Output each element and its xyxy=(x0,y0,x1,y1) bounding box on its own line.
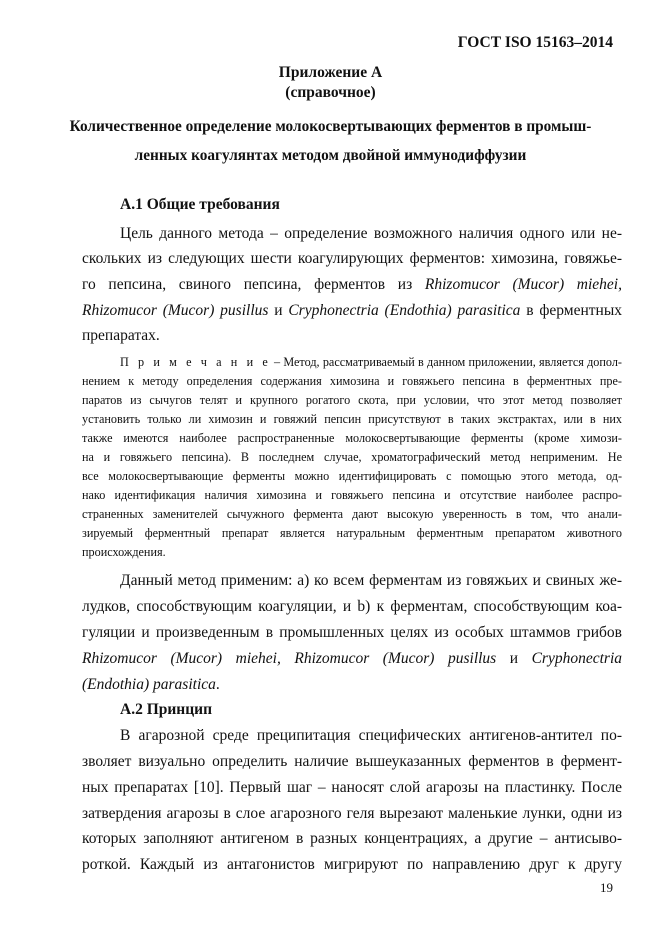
text-line: Цель данного метода – определение возможного наличия одного или не- xyxy=(120,225,622,242)
text-line: лудков, способствующим коагуляции, и b) к ферментам, способствующим коа- xyxy=(82,598,622,615)
text-line: Данный метод применим: а) ко всем ферментам из говяжьих и свиных же- xyxy=(120,572,622,589)
note-line: происхождения. xyxy=(82,545,166,559)
text-line: Rhizomucor (Mucor) miehei, Rhizomucor (Mucor) pusillus и Cryphonectria xyxy=(82,650,622,667)
heading-line: ленных коагулянтах методом двойной иммунодиффузии xyxy=(134,147,527,164)
text-line: (Endothia) parasitica. xyxy=(82,676,220,693)
page-number: 19 xyxy=(600,880,613,895)
heading-line: Количественное определение молокосвертывающих ферментов в промыш- xyxy=(69,118,592,135)
appendix-subtitle: (справочное) xyxy=(285,84,376,101)
note-line: все молокосвертывающие ферменты можно идентифицировать с помощью этого метода, од- xyxy=(82,469,622,483)
section-title: А.2 Принцип xyxy=(120,701,213,718)
note-line: нением к методу определения содержания химозина и говяжьего пепсина в ферментных пре- xyxy=(82,374,622,388)
text-line: В агарозной среде преципитация специфических антигенов-антител по- xyxy=(120,727,622,744)
text-line: зволяет визуально определить наличие вышеуказанных ферментов в фермент- xyxy=(82,753,622,770)
note-line: П р и м е ч а н и е – Метод, рассматриваемый в данном приложении, является допол- xyxy=(120,355,622,369)
note-line: зируемый ферментный препарат является натуральным ферментным препаратом животного xyxy=(82,526,622,540)
note-line: на и говяжьего пепсина). В последнем случае, хроматографический метод неприменим. Не xyxy=(82,450,622,464)
text-line: препаратах. xyxy=(82,327,160,344)
note-line: паратов из сычугов телят и крупного рогатого скота, при условии, что этот метод позволяет xyxy=(82,393,622,407)
note-label: П р и м е ч а н и е xyxy=(120,355,271,369)
text-line: гуляции и произведенным в промышленных целях из особых штаммов грибов xyxy=(82,624,622,641)
text-line: го пепсина, свиного пепсина, ферментов из Rhizomucor (Mucor) miehei, xyxy=(82,276,622,293)
appendix-title: Приложение А xyxy=(278,64,383,81)
note-line: нако идентификация наличия химозина и говяжьего пепсина и отсутствие наиболее распро- xyxy=(82,488,622,502)
text-line: затвердения агарозы в слое агарозного геля вырезают маленькие лунки, одни из xyxy=(82,805,622,822)
note-line: также имеются наиболее распространенные молокосвертывающие ферменты (кроме химози- xyxy=(82,431,622,445)
text-line: скольких из следующих шести коагулирующих ферментов: химозина, говяжье- xyxy=(82,250,622,267)
section-title: А.1 Общие требования xyxy=(120,196,280,213)
text-line: которых заполняют антигеном в разных концентрациях, а другие – антисыво- xyxy=(82,830,622,847)
text-line: Rhizomucor (Mucor) pusillus и Cryphonectria (Endothia) parasitica в ферментных xyxy=(82,302,622,319)
note-line: установить только ли химозин и говяжий пепсин присутствуют в таких экстрактах, или в них xyxy=(82,412,622,426)
text-line: роткой. Каждый из антагонистов мигрируют по направлению друг к другу xyxy=(82,856,622,873)
document-code: ГОСТ ISO 15163–2014 xyxy=(457,34,613,51)
text-line: ных препаратах [10]. Первый шаг – наносят слой агарозы на пластинку. После xyxy=(82,779,622,796)
note-line: страненных заменителей сычужного фермента дают высокую уверенность в том, что анали- xyxy=(82,507,622,521)
